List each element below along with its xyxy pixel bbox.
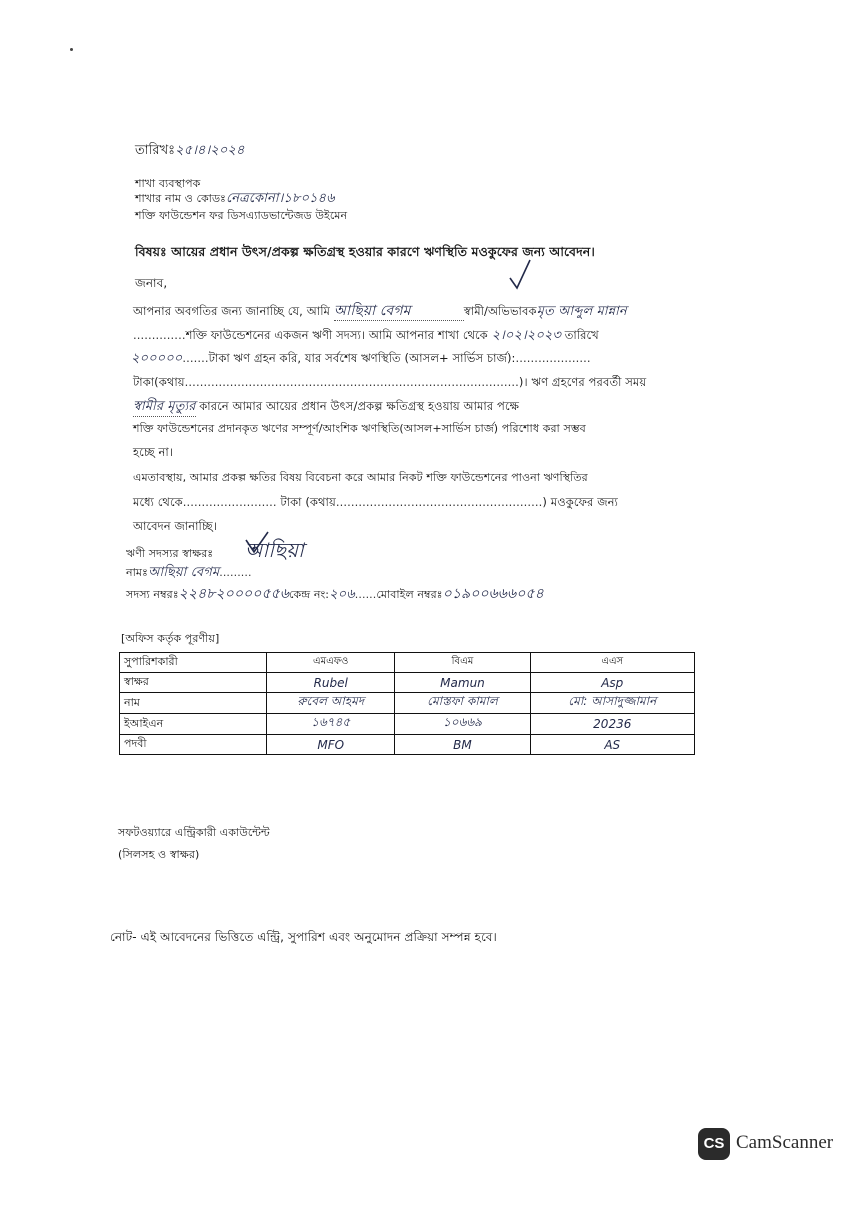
office-heading: [অফিস কর্তৃক পূরণীয়] <box>121 632 220 645</box>
office-table <box>119 652 695 755</box>
member-signature-label: ঋণী সদস্যর স্বাক্ষরঃ <box>126 547 214 560</box>
body-line-1 <box>133 302 627 321</box>
member-name-handwritten: আছিয়া বেগম <box>334 302 464 321</box>
branch-name-code-line <box>135 190 335 208</box>
office-cell: ১০৬৬৯ <box>442 715 482 729</box>
branch-manager: শাখা ব্যবস্থাপক <box>135 177 201 190</box>
body-line-5-text: কারনে আমার আয়ের প্রধান উৎস/প্রকল্প ক্ষতিগ্রস্থ হওয়ায় আমার পক্ষে <box>199 399 519 413</box>
body-line-4-dots: ......................................................................................... <box>184 375 519 389</box>
office-cell: মোস্তফা কামাল <box>427 694 498 708</box>
body-line-2-suffix: তারিখে <box>564 328 599 342</box>
office-cell: Mamun <box>440 675 485 690</box>
body-line-4-suffix: )। ঋণ গ্রহণের পরবর্তী সময় <box>518 375 647 389</box>
member-signature: আছিয়া <box>244 538 304 562</box>
office-col-header: বিএম <box>395 653 530 673</box>
office-cell: রুবেল আহমদ <box>297 694 365 708</box>
para2-line-2-text: মধ্যে থেকে <box>133 495 183 509</box>
body-line-5 <box>133 397 519 417</box>
salutation: জনাব, <box>135 276 168 290</box>
table-row <box>120 735 695 755</box>
seal-and-signature: (সিলসহ ও স্বাক্ষর) <box>118 848 200 861</box>
footer-note: নোট- এই আবেদনের ভিত্তিতে এন্ট্রি, সুপারিশ এবং অনুমোদন প্রক্রিয়া সম্পন্ন হবে। <box>110 930 497 944</box>
check-mark-icon <box>508 258 532 290</box>
date-line <box>135 142 245 160</box>
member-signature-line <box>126 538 304 563</box>
member-name-value: আছিয়া বেগম <box>147 565 220 580</box>
office-cell: AS <box>604 737 621 752</box>
body-line-6: শক্তি ফাউন্ডেশনের প্রদানকৃত ঋণের সম্পূর্ণ/আংশিক ঋণস্থিতি(আসল+সার্ভিস চার্জ) পরিশোধ করা সম্ভব <box>133 422 586 435</box>
body-line-2-dots: .............. <box>133 328 186 342</box>
office-cell: ১৬৭৪৫ <box>311 715 351 729</box>
body-line-3-text: টাকা ঋণ গ্রহন করি, যার সর্বশেষ ঋণস্থিতি (আসল+ সার্ভিস চার্জ): <box>208 351 516 365</box>
para2-line-2-dots: ......................... <box>182 495 277 509</box>
member-number-label: সদস্য নম্বরঃ <box>126 588 179 601</box>
table-row <box>120 673 695 693</box>
para2-line-3: আবেদন জানাচ্ছি। <box>133 519 218 533</box>
para2-line-2 <box>133 493 618 511</box>
loan-amount-handwritten: ২০০০০০ <box>131 351 183 366</box>
body-line-3-dots: ....... <box>182 351 209 365</box>
office-cell: মো: আসাদুজ্জামান <box>568 694 657 708</box>
body-line-2 <box>133 326 599 345</box>
office-col-header: এএস <box>530 653 694 673</box>
scan-speck <box>70 48 73 51</box>
mobile-value: ০১৯০০৬৬৬০৫৪ <box>442 586 544 602</box>
body-line-3-trailing-dots: .................... <box>515 351 591 365</box>
member-name-label: নামঃ <box>126 566 148 579</box>
body-line-4-text: টাকা(কথায় <box>133 375 185 389</box>
table-row <box>120 714 695 735</box>
guardian-handwritten: মৃত আব্দুল মান্নান <box>536 304 627 319</box>
office-cell: Rubel <box>313 675 348 690</box>
camscanner-text: CamScanner <box>736 1132 834 1153</box>
office-col-header: এমএফও <box>267 653 395 673</box>
table-row <box>120 653 695 673</box>
branch-name-code-label: শাখার নাম ও কোডঃ <box>135 192 227 205</box>
office-row-label: পদবী <box>120 735 267 755</box>
para2-line-2-dots-2: ....................................................... <box>335 495 543 509</box>
guardian-label: স্বামী/অভিভাবক <box>463 304 537 318</box>
office-cell: Asp <box>601 675 624 690</box>
loan-date-handwritten: ২।০২।২০২৩ <box>491 328 561 343</box>
mobile-label: মোবাইল নম্বরঃ <box>376 588 443 601</box>
para2-line-1: এমতাবস্থায়, আমার প্রকল্প ক্ষতির বিষয় বিবেচনা করে আমার নিকট শক্তি ফাউন্ডেশনের পাওনা ঋণস্থিতির <box>133 471 588 484</box>
office-col-header: সুপারিশকারী <box>120 653 267 673</box>
camscanner-logo: CS <box>698 1128 730 1160</box>
para2-line-2-suffix: ) মওকুফের জন্য <box>542 495 618 509</box>
member-number-value: ২২৪৮২০০০০৫৫৬ <box>178 586 290 602</box>
body-line-4 <box>133 373 646 391</box>
para2-line-2-middle: টাকা (কথায় <box>280 495 336 509</box>
foundation-name: শক্তি ফাউন্ডেশন ফর ডিসএ্যাডভান্টেজড উইমেন <box>135 209 348 222</box>
cause-handwritten: স্বামীর মৃত্যুর <box>133 398 196 417</box>
body-line-1-text: আপনার অবগতির জন্য জানাচ্ছি যে, আমি <box>133 304 330 318</box>
date-value: ২৫।৪।২০২৪ <box>175 143 245 158</box>
subject: বিষয়ঃ আয়ের প্রধান উৎস/প্রকল্প ক্ষতিগ্রস্থ হওয়ার কারণে ঋণস্থিতি মওকুফের জন্য আবেদন। <box>135 244 595 259</box>
member-name-line <box>126 564 252 582</box>
software-entry-accountant: সফটওয়্যারে এন্ট্রিকারী একাউন্টেন্ট <box>118 826 270 839</box>
member-number-line <box>126 585 544 604</box>
office-row-label: ইআইএন <box>120 714 267 735</box>
body-line-7: হচ্ছে না। <box>133 445 174 459</box>
center-label: কেন্দ্র নং: <box>289 588 330 601</box>
date-label: তারিখঃ <box>135 143 176 158</box>
center-value: ২০৬ <box>329 587 355 602</box>
center-dots: ...... <box>354 588 377 601</box>
table-row <box>120 693 695 714</box>
office-cell: 20236 <box>593 717 632 731</box>
office-cell: BM <box>453 737 472 752</box>
body-line-3 <box>131 349 591 368</box>
member-name-dots: ......... <box>219 566 252 579</box>
office-row-label: স্বাক্ষর <box>120 673 267 693</box>
body-line-2-text: শক্তি ফাউন্ডেশনের একজন ঋণী সদস্য। আমি আপনার শাখা থেকে <box>185 328 488 342</box>
office-cell: MFO <box>317 737 345 752</box>
office-row-label: নাম <box>120 693 267 714</box>
branch-name-code-value: নেত্রকোনা।১৮০১৪৬ <box>226 191 335 206</box>
